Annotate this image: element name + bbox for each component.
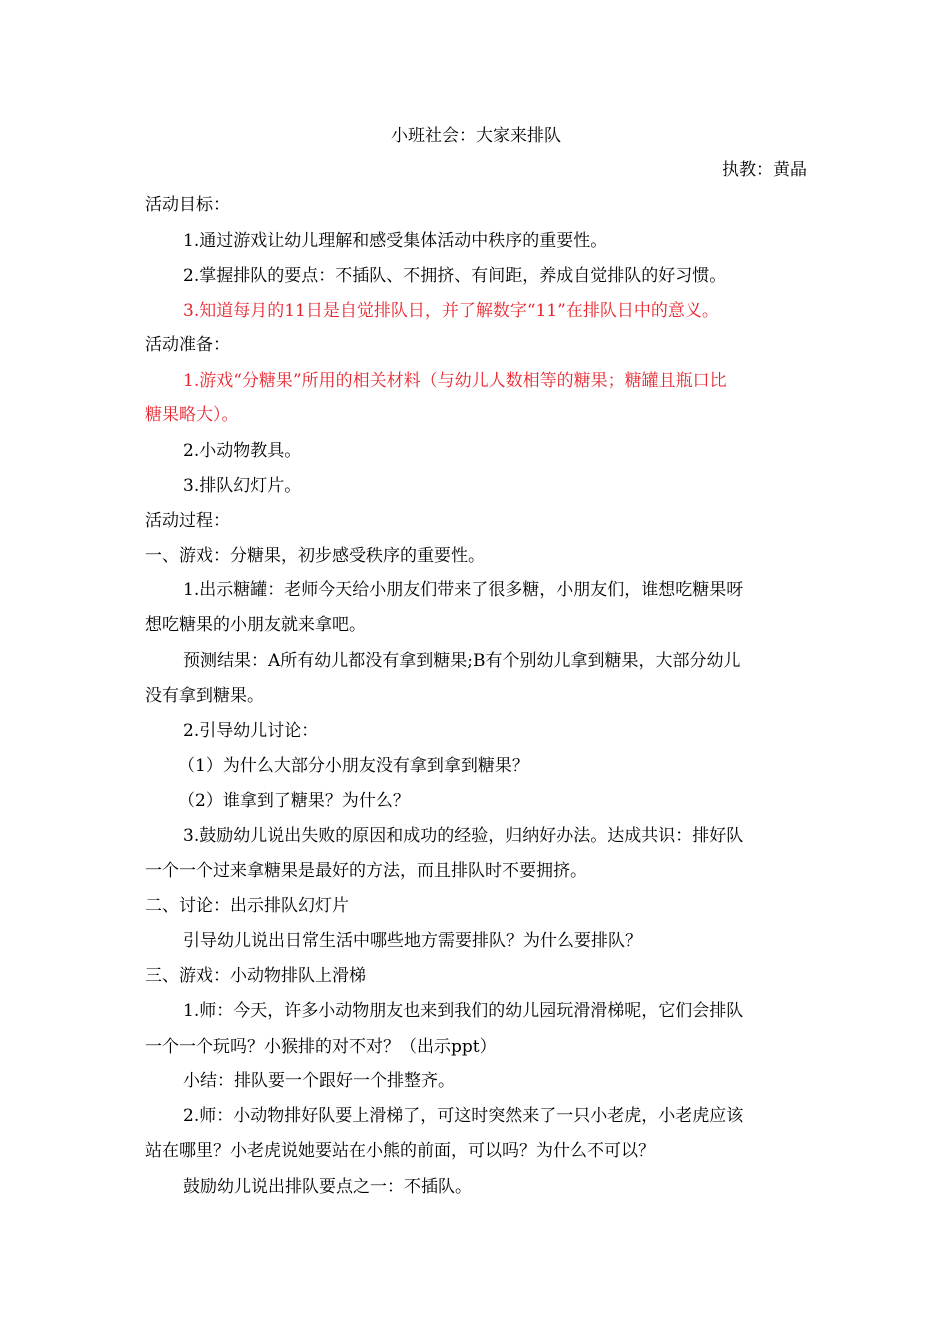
part1-item-1-line-1: 1.出示糖罐：老师今天给小朋友们带来了很多糖，小朋友们，谁想吃糖果呀: [183, 580, 744, 600]
part2-item-1: 引导幼儿说出日常生活中哪些地方需要排队？为什么要排队？: [183, 931, 642, 951]
part1-question-2: （2）谁拿到了糖果？为什么？: [178, 791, 410, 811]
goal-item-3: 3.知道每月的11日是自觉排队日，并了解数字“11”在排队日中的意义。: [183, 301, 719, 321]
prep-item-1-line-1: 1.游戏“分糖果”所用的相关材料（与幼儿人数相等的糖果；糖罐且瓶口比: [183, 371, 727, 391]
part1-item-2: 2.引导幼儿讨论：: [183, 721, 319, 741]
part1-item-3-line-1: 3.鼓励幼儿说出失败的原因和成功的经验，归纳好办法。达成共识：排好队: [183, 826, 744, 846]
part3-encourage: 鼓励幼儿说出排队要点之一：不插队。: [183, 1177, 472, 1197]
part1-question-1: （1）为什么大部分小朋友没有拿到拿到糖果？: [178, 756, 529, 776]
part3-heading: 三、游戏：小动物排队上滑梯: [145, 966, 366, 986]
part1-heading: 一、游戏：分糖果，初步感受秩序的重要性。: [145, 546, 485, 566]
part1-item-1-line-2: 想吃糖果的小朋友就来拿吧。: [145, 615, 366, 635]
part2-heading: 二、讨论：出示排队幻灯片: [145, 896, 349, 916]
part3-item-1-line-1: 1.师：今天，许多小动物朋友也来到我们的幼儿园玩滑滑梯呢，它们会排队: [183, 1001, 744, 1021]
part3-summary: 小结：排队要一个跟好一个排整齐。: [183, 1071, 455, 1091]
goals-heading: 活动目标：: [145, 195, 230, 215]
part3-item-1-line-2: 一个一个玩吗？小猴排的对不对？（出示ppt）: [145, 1037, 497, 1057]
document-author: 执教：黄晶: [722, 160, 807, 180]
part1-prediction-line-2: 没有拿到糖果。: [145, 686, 264, 706]
part1-prediction-line-1: 预测结果：A所有幼儿都没有拿到糖果;B有个别幼儿拿到糖果，大部分幼儿: [183, 651, 741, 671]
prep-item-2: 2.小动物教具。: [183, 441, 302, 461]
part3-item-2-line-2: 站在哪里？小老虎说她要站在小熊的前面，可以吗？为什么不可以？: [145, 1141, 655, 1161]
prep-heading: 活动准备：: [145, 335, 230, 355]
part3-item-2-line-1: 2.师：小动物排好队要上滑梯了，可这时突然来了一只小老虎，小老虎应该: [183, 1106, 744, 1126]
prep-item-1-line-2: 糖果略大）。: [145, 405, 239, 425]
prep-item-3: 3.排队幻灯片。: [183, 476, 302, 496]
part1-item-3-line-2: 一个一个过来拿糖果是最好的方法，而且排队时不要拥挤。: [145, 861, 587, 881]
goal-item-1: 1.通过游戏让幼儿理解和感受集体活动中秩序的重要性。: [183, 231, 608, 251]
process-heading: 活动过程：: [145, 511, 230, 531]
goal-item-2: 2.掌握排队的要点：不插队、不拥挤、有间距，养成自觉排队的好习惯。: [183, 266, 727, 286]
document-title: 小班社会：大家来排队: [391, 126, 561, 146]
